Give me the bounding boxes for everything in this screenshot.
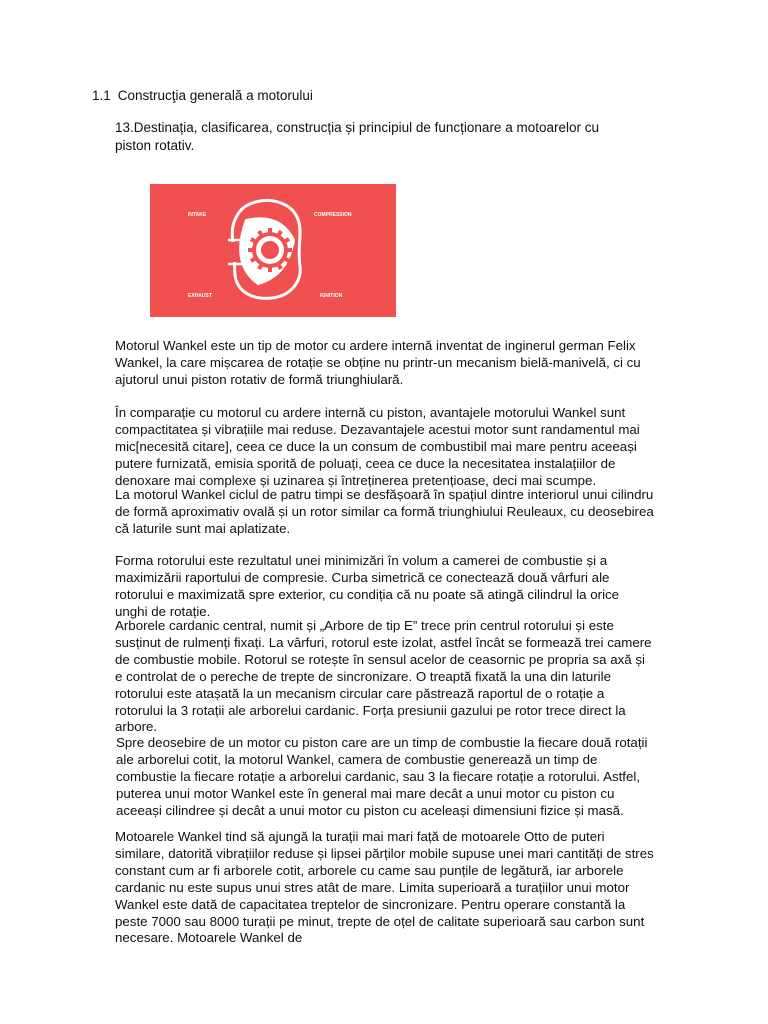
paragraph-advantages: În comparație cu motorul cu ardere internă cu piston, avantajele motorului Wankel sunt compactitatea și vibrațiile mai reduse. Dezavantajele acestui motor sunt randamentul mai mic[necesită citare], ceea ce duce la un consum de combustibil mai mare pentru aceeași putere furnizată, emisia sporită de poluați, ceea ce duce la necesitatea instalațiilor de denoxare mai complexe și uzinarea și întreținerea pretențioase, deci mai scumpe.: [115, 405, 640, 488]
subsection-heading: 13.Destinația, clasificarea, construcția și principiul de funcționare a motoarelor cu piston rotativ.: [115, 120, 599, 153]
section-number: 1.1: [92, 88, 111, 103]
paragraph-rpm: Motoarele Wankel tind să ajungă la turații mai mari față de motoarele Otto de puteri similare, datorită vibrațiilor reduse și lipsei părților mobile supuse unei mari cantități de stres constant cum ar fi arborele cotit, arborele cu came sau punțile de legătură, iar arborele cardanic nu este supus unui stres atât de mare. Limita superioară a turațiilor unui motor Wankel este dată de capacitatea treptelor de sincronizare. Pentru operare constantă la peste 7000 sau 8000 turații pe minut, trepte de oțel de calitate superioară sau carbon sunt necesare. Motoarele Wankel de: [115, 829, 654, 946]
section-title: Construcţia generală a motorului: [117, 88, 313, 103]
paragraph-four-stroke: La motorul Wankel ciclul de patru timpi se desfășoară în spațiul dintre interiorul unui cilindru de formă aproximativ ovală și un rotor similar ca formă triunghiului Reuleaux, cu deosebirea că laturile sunt mai aplatizate.: [115, 487, 654, 536]
label-exhaust: EXHAUST: [188, 293, 212, 299]
label-intake: INTAKE: [188, 212, 207, 218]
wankel-engine-figure: [150, 184, 396, 317]
paragraph-combustion: Spre deosebire de un motor cu piston care are un timp de combustie la fiecare două rotații ale arborelui cotit, la motorul Wankel, camera de combustie generează un timp de combustie la fiecare rotație a arborelui cardanic, sau 3 la fiecare rotație a rotorului. Astfel, puterea unui motor Wankel este în general mai mare decât a unui motor cu piston cu aceeași cilindree și decât a unui motor cu piston cu aceleași dimensiuni fizice și masă.: [116, 735, 648, 818]
section-heading: [92, 87, 313, 105]
paragraph-shaft: Arborele cardanic central, numit și „Arbore de tip E” trece prin centrul rotorului și este susținut de rulmenți fixați. La vârfuri, rotorul este izolat, astfel încât se formează trei camere de combustie mobile. Rotorul se rotește în sensul acelor de ceasornic pe propria sa axă și e controlat de o pereche de trepte de sincronizare. O treaptă fixată la una din laturile rotorului este atașată la un mecanism circular care păstrează raportul de o rotație a rotorului la 3 rotații ale arborelui cardanic. Forța presiunii gazului pe rotor trece direct la arbore.: [115, 618, 652, 735]
paragraph-intro: Motorul Wankel este un tip de motor cu ardere internă inventat de inginerul german Felix Wankel, la care mișcarea de rotație se obține nu printr-un mecanism bielă-manivelă, ci cu ajutorul unui piston rotativ de formă triunghiulară.: [115, 338, 641, 387]
paragraph-rotor-shape: Forma rotorului este rezultatul unei minimizări în volum a camerei de combustie și a maximizării raportului de compresie. Curba simetrică ce conectează două vârfuri ale rotorului e maximizată spre exterior, cu condiția că nu poate să atingă cilindrul la orice unghi de rotație.: [115, 553, 620, 619]
label-compression: COMPRESSION: [314, 212, 352, 218]
intake-port: [228, 242, 240, 262]
wankel-diagram: [150, 184, 396, 317]
label-ignition: IGNITION: [320, 293, 343, 299]
